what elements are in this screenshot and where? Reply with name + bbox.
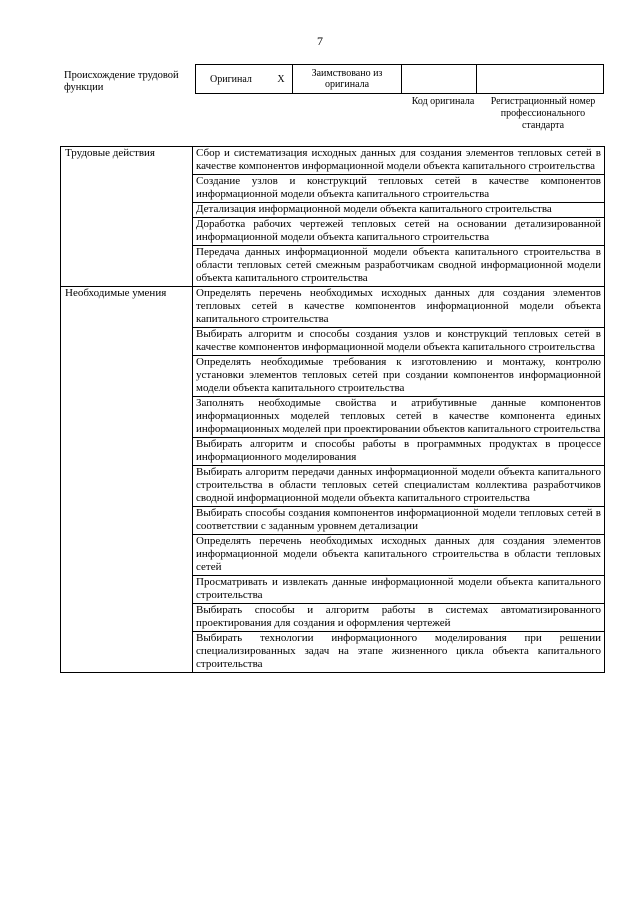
regnum-caption: Регистрационный номер профессионального стандарта	[490, 96, 596, 131]
section-item: Просматривать и извлекать данные информационной модели объекта капитального строительства	[193, 576, 605, 604]
section-item: Сбор и систематизация исходных данных для создания элементов тепловых сетей в качестве компонентов информационной модели объекта капитального строительства	[193, 147, 605, 175]
regnum-cell	[477, 65, 604, 94]
section-item: Выбирать алгоритм передачи данных информационной модели объекта капитального строительства в области тепловых сетей специалистам коллектива разработчиков сводной информационной модели объекта капитального строительства	[193, 466, 605, 507]
section-item: Выбирать способы создания компонентов информационной модели тепловых сетей в соответствии с заданным уровнем детализации	[193, 507, 605, 535]
section-title: Трудовые действия	[61, 147, 193, 287]
table-row	[61, 147, 605, 175]
section-item: Заполнять необходимые свойства и атрибутивные данные компонентов информационных моделей тепловых сетей в качестве компонента единых информационных моделей при проектировании объектов капитального строительства	[193, 397, 605, 438]
section-item: Определять перечень необходимых исходных данных для создания элементов тепловых сетей в качестве компонентов информационной модели объекта капитального строительства	[193, 287, 605, 328]
section-item: Выбирать алгоритм и способы создания узлов и конструкций тепловых сетей в качестве компонентов информационной модели объекта капитального строительства	[193, 328, 605, 356]
section-item: Выбирать алгоритм и способы работы в программных продуктах в процессе информационного моделирования	[193, 438, 605, 466]
section-item: Доработка рабочих чертежей тепловых сетей на основании детализированной информационной модели объекта капитального строительства	[193, 218, 605, 246]
origin-label: Происхождение трудовой функции	[64, 70, 179, 93]
section-item: Выбирать способы и алгоритм работы в системах автоматизированного проектирования для создания и оформления чертежей	[193, 604, 605, 632]
section-item: Определять необходимые требования к изготовлению и монтажу, контролю установки элементов тепловых сетей при создании компонентов информационной модели объекта капитального строительства	[193, 356, 605, 397]
page-number: 7	[317, 34, 323, 48]
functions-table	[60, 146, 605, 673]
origin-table	[195, 64, 604, 94]
code-cell	[402, 65, 477, 94]
section-item: Определять перечень необходимых исходных данных для создания элементов информационной модели объекта капитального строительства в области тепловых сетей	[193, 535, 605, 576]
borrowed-cell: Заимствовано из оригинала	[293, 65, 402, 94]
table-row	[61, 287, 605, 328]
code-caption: Код оригинала	[411, 96, 475, 107]
original-mark: X	[270, 65, 293, 94]
original-cell: Оригинал	[196, 65, 271, 94]
section-item: Создание узлов и конструкций тепловых сетей в качестве компонентов информационной модели объекта капитального строительства	[193, 175, 605, 203]
section-item: Передача данных информационной модели объекта капитального строительства в области тепловых сетей смежным разработчикам сводной информационной модели объекта капитального строительства	[193, 246, 605, 287]
section-title: Необходимые умения	[61, 287, 193, 673]
section-item: Детализация информационной модели объекта капитального строительства	[193, 203, 605, 218]
section-item: Выбирать технологии информационного моделирования при решении специализированных задач на этапе жизненного цикла объекта капитального строительства	[193, 632, 605, 673]
